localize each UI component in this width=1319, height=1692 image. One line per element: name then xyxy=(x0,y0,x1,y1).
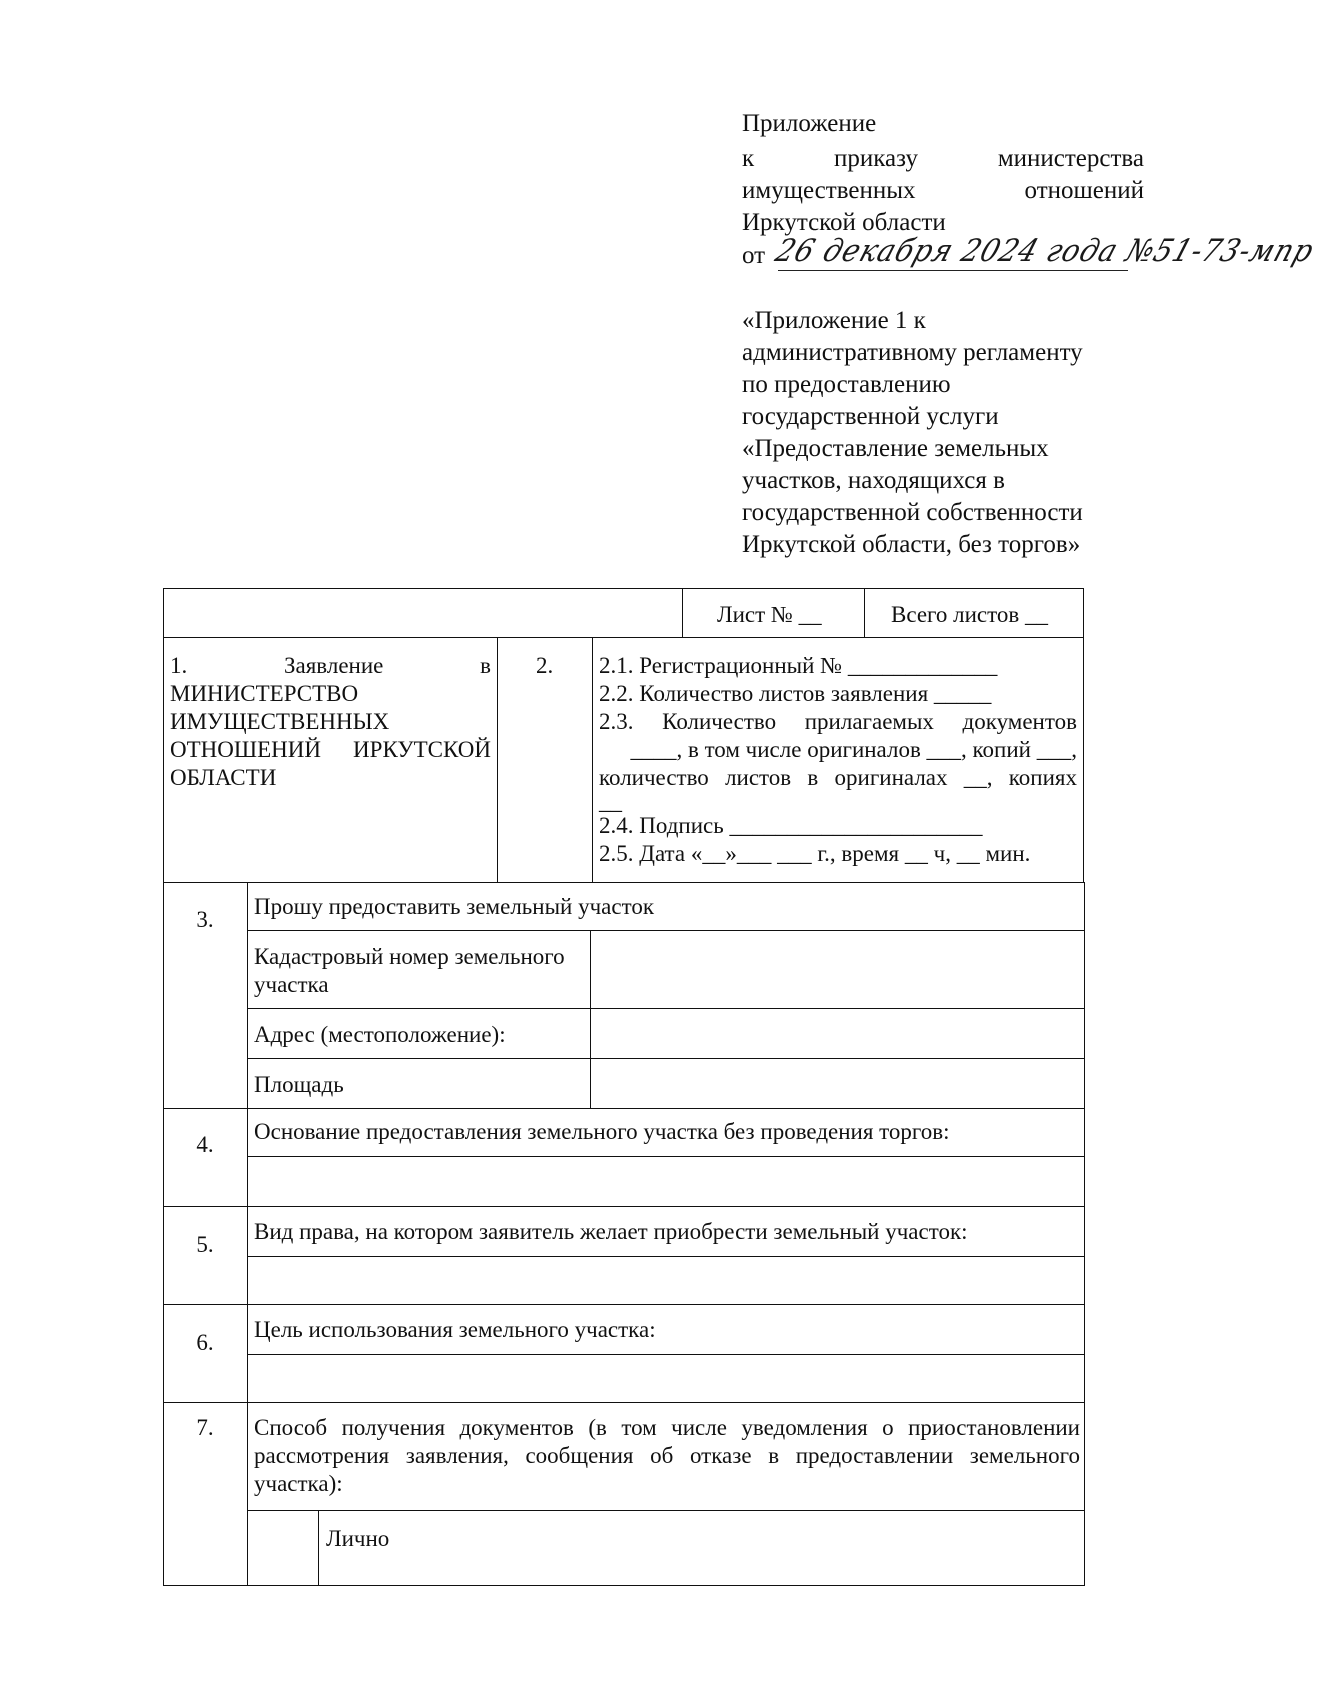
section-6-divider xyxy=(247,1354,1085,1355)
section-7-divider xyxy=(247,1510,1085,1511)
section-3-column-divider xyxy=(590,930,591,1108)
section-3-divider xyxy=(247,1008,1085,1009)
section-4-field[interactable] xyxy=(249,1158,1083,1206)
appendix-title: Приложение xyxy=(742,110,877,137)
section-divider xyxy=(163,1108,1085,1109)
section-2-cell xyxy=(592,637,1084,883)
handwritten-date: 26 декабря 2024 года №51-73-мпр xyxy=(771,232,1319,269)
section-4-divider xyxy=(247,1156,1085,1157)
reference-line: «Предоставление земельных xyxy=(742,435,1049,462)
section-5-number: 5. xyxy=(196,1232,214,1257)
section-7-title: Способ получения документов (в том числе уведомления о приостановлении рассмотрения заявления, сообщения об отказе в предоставлении земельного участка): xyxy=(254,1415,1080,1496)
reference-line: участков, находящихся в xyxy=(742,467,1005,494)
section-2-number: 2. xyxy=(497,637,593,883)
section-1-line: ОТНОШЕНИЙ ИРКУТСКОЙ xyxy=(170,737,491,762)
reference-line: «Приложение 1 к xyxy=(742,307,926,334)
section-3-number: 3. xyxy=(196,907,214,932)
section-4-number: 4. xyxy=(196,1132,214,1157)
date-prefix: от xyxy=(742,242,766,269)
order-line-3: Иркутской области xyxy=(742,209,946,236)
section-1-first-line: 1. Заявление в xyxy=(170,653,491,678)
section-7-number: 7. xyxy=(196,1415,214,1440)
section-1-line: ИМУЩЕСТВЕННЫХ xyxy=(170,709,390,734)
form-header-blank xyxy=(163,588,683,638)
cadastral-number-field[interactable] xyxy=(592,932,1082,1008)
cadastral-number-label: Кадастровый номер земельного участка xyxy=(254,944,565,997)
area-field[interactable] xyxy=(592,1060,1082,1108)
section-3-title: Прошу предоставить земельный участок xyxy=(254,894,655,919)
section-divider xyxy=(163,1402,1085,1403)
option-checkbox-divider xyxy=(318,1510,319,1586)
order-line-1: к приказу министерства xyxy=(742,145,1144,172)
order-line-2: имущественных отношений xyxy=(742,177,1144,204)
address-label: Адрес (местоположение): xyxy=(254,1022,506,1047)
section-6-title: Цель использования земельного участка: xyxy=(254,1317,656,1342)
section-divider xyxy=(163,1304,1085,1305)
attached-docs-line: количество листов в оригиналах __, копиях xyxy=(599,765,1077,790)
section-1-cell xyxy=(163,637,498,883)
attached-docs-line: 2.3. Количество прилагаемых документов xyxy=(599,709,1077,734)
section-6-field[interactable] xyxy=(249,1356,1083,1402)
number-column-divider xyxy=(247,882,248,1586)
attached-docs-line: __ xyxy=(599,789,622,814)
section-5-title: Вид права, на котором заявитель желает приобрести земельный участок: xyxy=(254,1219,968,1244)
reference-line: государственной услуги xyxy=(742,403,999,430)
section-6-number: 6. xyxy=(196,1330,214,1355)
section-1-line: МИНИСТЕРСТВО xyxy=(170,681,359,706)
address-field[interactable] xyxy=(592,1010,1082,1058)
section-divider xyxy=(163,1206,1085,1207)
section-5-field[interactable] xyxy=(249,1258,1083,1304)
sheets-total: Всего листов __ xyxy=(864,588,1084,638)
section-1-line: ОБЛАСТИ xyxy=(170,765,277,790)
area-label: Площадь xyxy=(254,1072,344,1097)
section-4-title: Основание предоставления земельного участка без проведения торгов: xyxy=(254,1119,950,1144)
option-personally-checkbox[interactable] xyxy=(249,1512,317,1584)
reference-line: Иркутской области, без торгов» xyxy=(742,531,1081,558)
application-sheets-count: 2.2. Количество листов заявления _____ xyxy=(599,681,992,706)
section-3-divider xyxy=(247,930,1085,931)
sheet-number: Лист № __ xyxy=(682,588,865,638)
signature-field: 2.4. Подпись ______________________ xyxy=(599,813,983,838)
section-3-divider xyxy=(247,1058,1085,1059)
registration-number: 2.1. Регистрационный № _____________ xyxy=(599,653,998,678)
reference-line: по предоставлению xyxy=(742,371,951,398)
date-underline xyxy=(778,270,1128,271)
section-5-divider xyxy=(247,1256,1085,1257)
reference-line: административному регламенту xyxy=(742,339,1083,366)
attached-docs-line: ____, в том числе оригиналов ___, копий ___, xyxy=(630,737,1077,762)
option-personally-label: Лично xyxy=(326,1526,390,1551)
date-time-field: 2.5. Дата «__»___ ___ г., время __ ч, __ мин. xyxy=(599,841,1031,866)
reference-line: государственной собственности xyxy=(742,499,1083,526)
